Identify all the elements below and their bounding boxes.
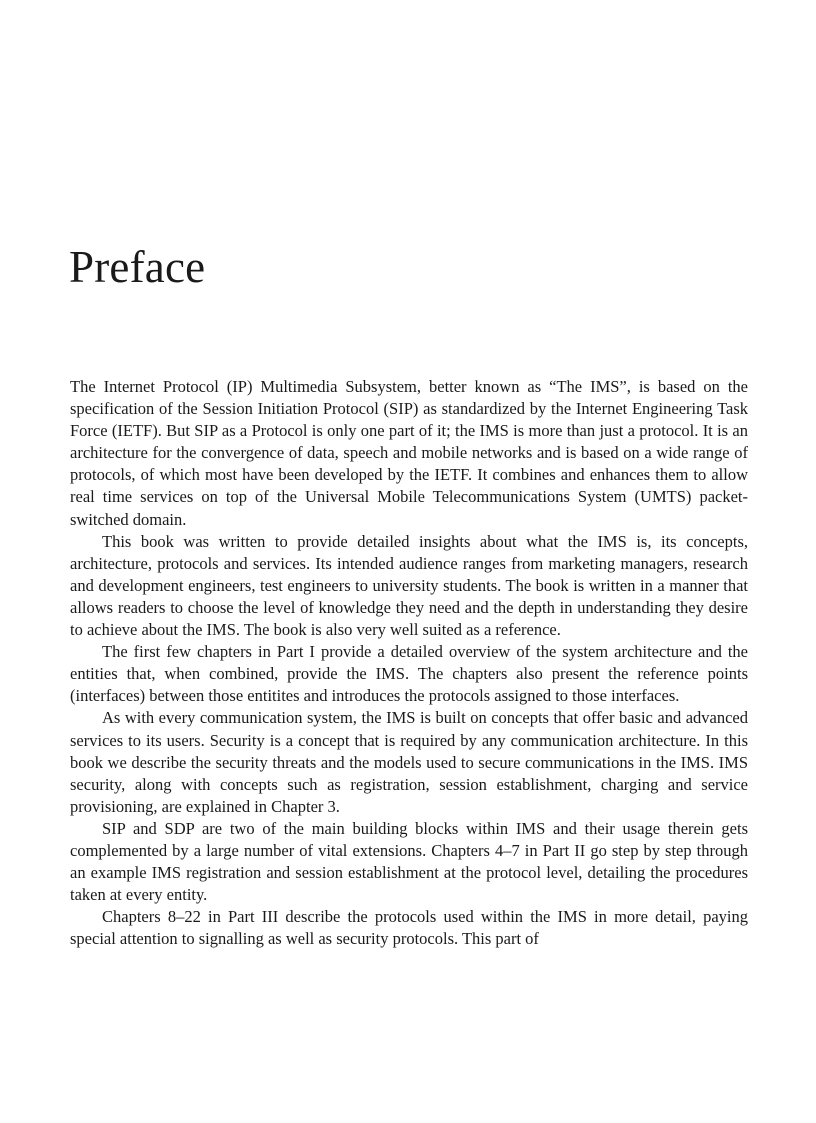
page-title: Preface [69,242,206,292]
paragraph-intro: The Internet Protocol (IP) Multimedia Subsystem, better known as “The IMS”, is based on the specification of the Session Initiation Protocol (SIP) as standardized by the Internet Engineering Task Force (IETF). But SIP as a Protocol is only one part of it; the IMS is more than just a protocol. It is an architecture for the convergence of data, speech and mobile networks and is based on a wide range of protocols, of which most have been developed by the IETF. It combines and enhances them to allow real time services on top of the Universal Mobile Telecommunications System (UMTS) packet-switched domain. [70,377,748,529]
paragraph-part-two: SIP and SDP are two of the main building blocks within IMS and their usage therein gets complemented by a large number of vital extensions. Chapters 4–7 in Part II go step by step through an example IMS registration and session establishment at the protocol level, detailing the procedures taken at every entity. [70,818,748,905]
paragraph-security: As with every communication system, the IMS is built on concepts that offer basic and advanced services to its users. Security is a concept that is required by any communication architecture. In this book we describe the security threats and the models used to secure communications in the IMS. IMS security, along with concepts such as registration, session establishment, charging and service provisioning, are explained in Chapter 3. [70,708,748,816]
paragraph-part-one: The first few chapters in Part I provide a detailed overview of the system architecture and the entities that, when combined, provide the IMS. The chapters also present the reference points (interfaces) between those entitites and introduces the protocols assigned to those interfaces. [70,642,748,706]
paragraph-purpose: This book was written to provide detailed insights about what the IMS is, its concepts, architecture, protocols and services. Its intended audience ranges from marketing managers, research and development engineers, test engineers to university students. The book is written in a manner that allows readers to choose the level of knowledge they need and the depth in understanding they desire to achieve about the IMS. The book is also very well suited as a reference. [70,531,748,640]
body-text [70,376,748,950]
paragraph-part-three: Chapters 8–22 in Part III describe the protocols used within the IMS in more detail, paying special attention to signalling as well as security protocols. This part of [70,907,748,949]
